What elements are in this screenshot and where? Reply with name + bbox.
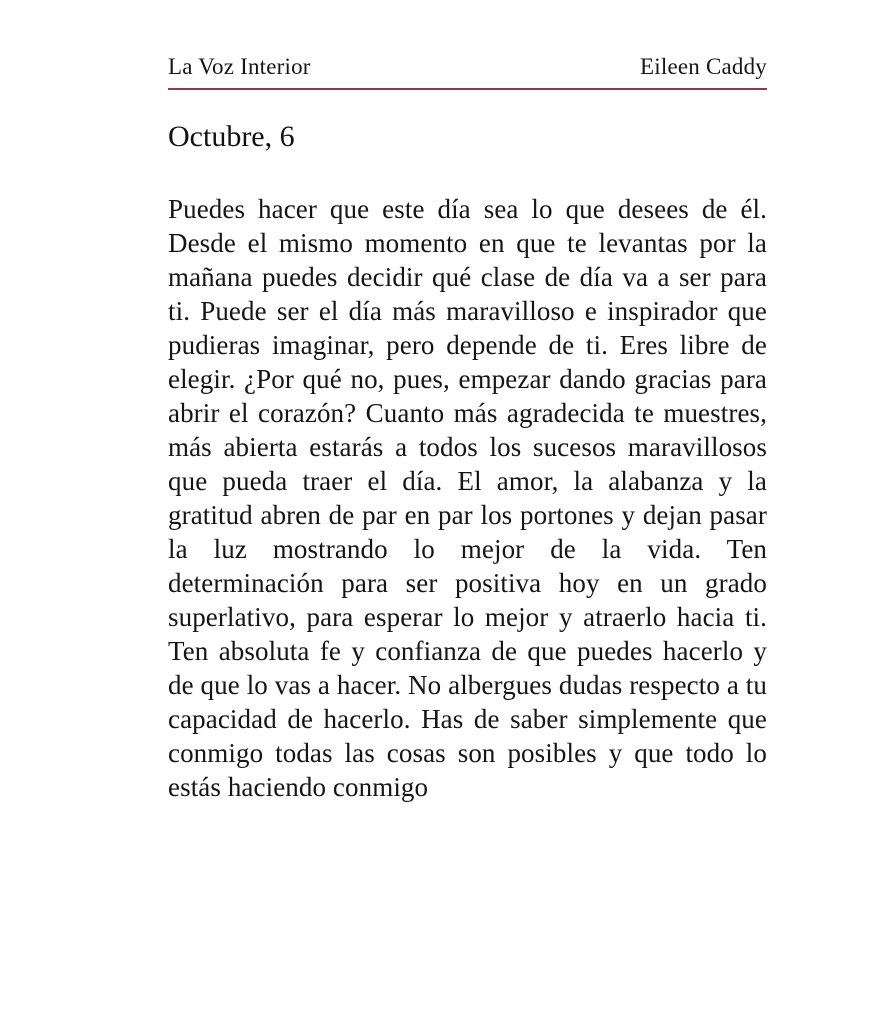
book-title: La Voz Interior [168,54,311,79]
author-name: Eileen Caddy [640,54,767,79]
entry-paragraph: Puedes hacer que este día sea lo que desees de él. Desde el mismo momento en que te levantas por la mañana puedes decidir qué clase de día va a ser para ti. Puede ser el día más maravilloso e inspirador que pudieras imaginar, pero depende de ti. Eres libre de elegir. ¿Por qué no, pues, empezar dando gracias para abrir el corazón? Cuanto más agradecida te muestres, más abierta estarás a todos los sucesos maravillosos que pueda traer el día. El amor, la alabanza y la gratitud abren de par en par los portones y dejan pasar la luz mostrando lo mejor de la vida. Ten determinación para ser positiva hoy en un grado superlativo, para esperar lo mejor y atraerlo hacia ti. Ten absoluta fe y confianza de que puedes hacerlo y de que lo vas a hacer. No albergues dudas respecto a tu capacidad de hacerlo. Has de saber simplemente que conmigo todas las cosas son posibles y que todo lo estás haciendo conmigo [168,193,767,802]
entry-date-heading: Octubre, 6 [168,120,295,154]
running-header [168,54,767,90]
